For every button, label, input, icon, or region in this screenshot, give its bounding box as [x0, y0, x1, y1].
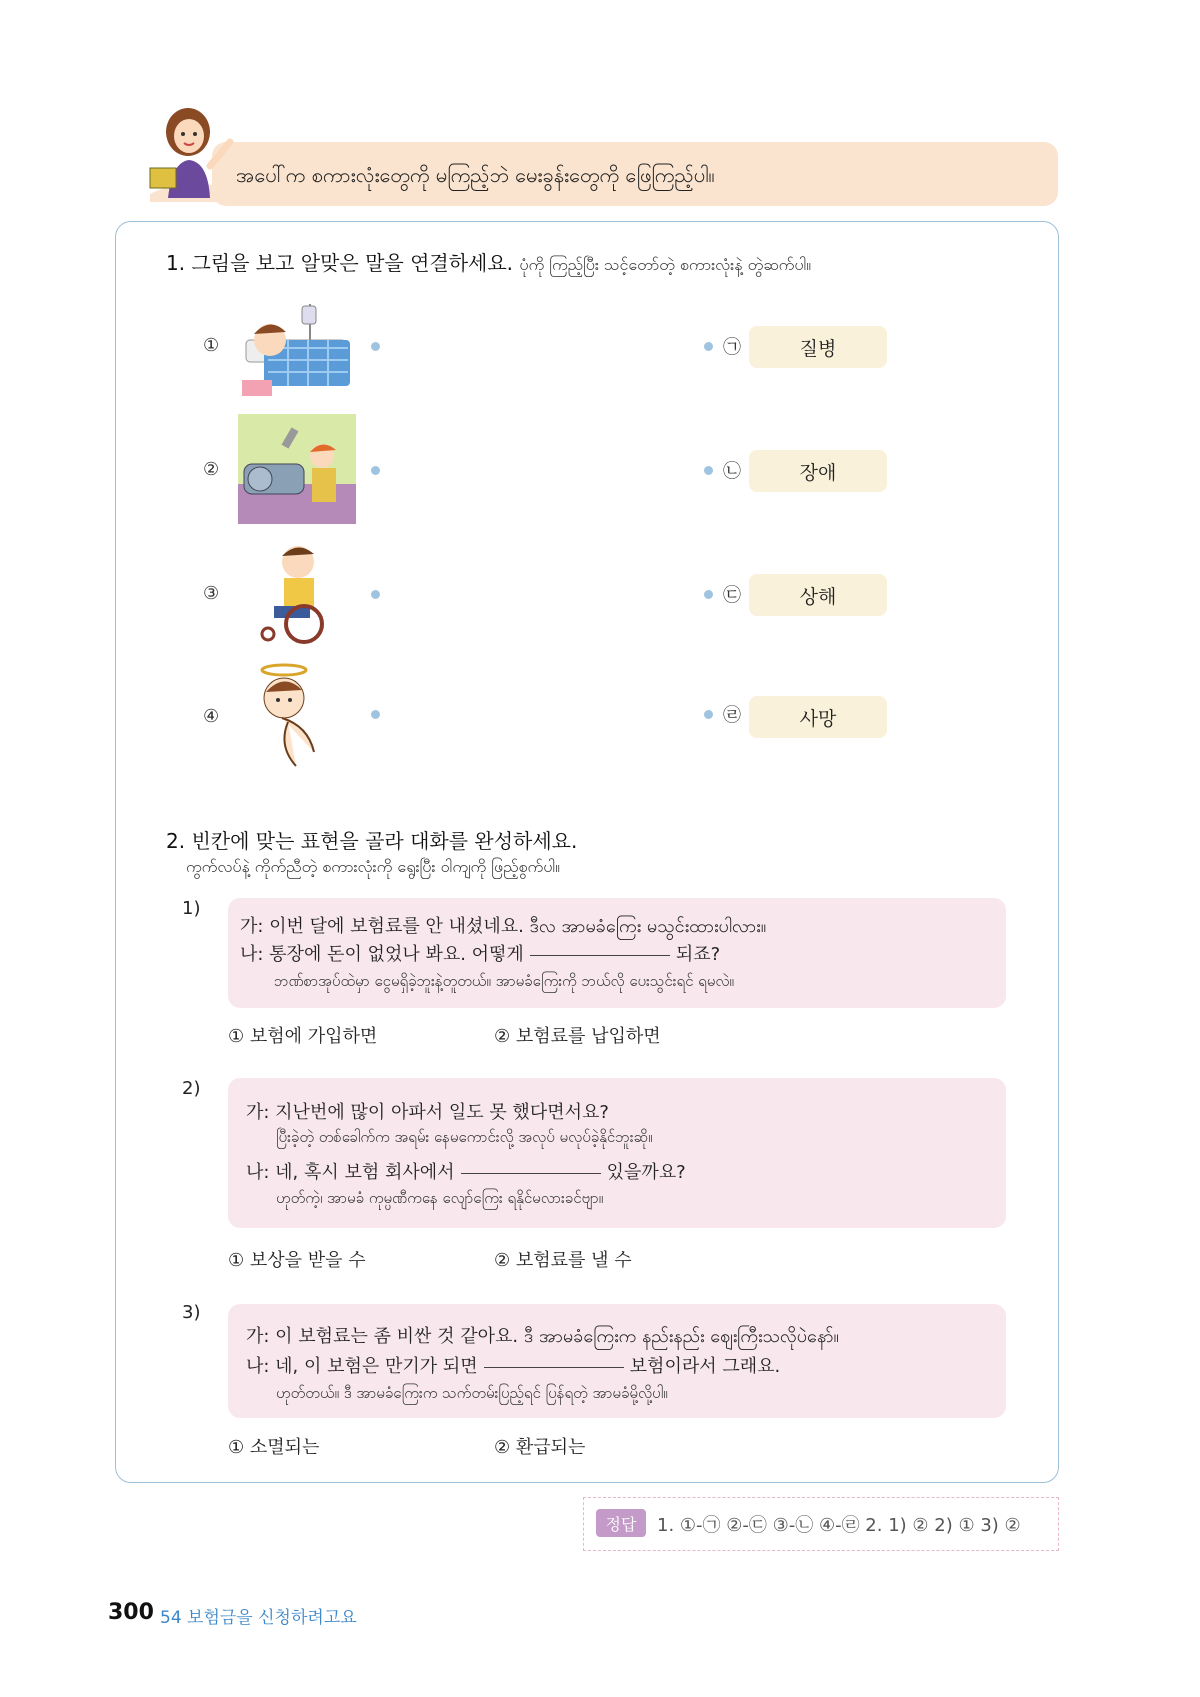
word-label: 상해: [799, 585, 837, 608]
teacher-illustration: [144, 106, 244, 202]
left-item-number: ③: [203, 583, 220, 604]
match-dot-left[interactable]: [371, 466, 380, 475]
question-1-title-mm: ပုံကို ကြည့်ပြီး သင့်တော်တဲ့ စကားလုံးနဲ့ တွဲဆက်ပါ။: [519, 255, 812, 274]
chapter-title: 54 보험금을 신청하려고요: [160, 1608, 357, 1628]
dialogue-translation: ပြီးခဲ့တဲ့ တစ်ခေါက်က အရမ်း နေမကောင်းလို့ အလုပ် မလုပ်ခဲ့နိုင်ဘူးဆို။: [276, 1128, 653, 1146]
dialogue-translation: ဟုတ်တယ်။ ဒီ အာမခံကြေးက သက်တမ်းပြည့်ရင် ပြန်ရတဲ့ အာမခံမို့လို့ပါ။: [276, 1384, 668, 1402]
question-2-subtitle-mm: ကွက်လပ်နဲ့ ကိုက်ညီတဲ့ စကားလုံးကို ရွေးပြီး ဝါကျကို ဖြည့်စွက်ပါ။: [186, 857, 560, 876]
page-number: 300: [108, 1600, 154, 1625]
dialogue-box: [228, 1078, 1006, 1228]
factory-accident-picture: [238, 414, 356, 524]
answer-blank[interactable]: [484, 1367, 624, 1368]
sub-question-number: 2): [182, 1078, 201, 1099]
dialogue-line: 나: 네, 혹시 보험 회사에서 있을까요?: [246, 1162, 686, 1183]
wheelchair-picture: [238, 538, 356, 648]
option-2[interactable]: ② 보험료를 낼 수: [494, 1250, 632, 1271]
question-1-title: 1. 그림을 보고 알맞은 말을 연결하세요. ပုံကို ကြည့်ပြီး သင့်တော်တဲ့ စကားလုံးနဲ့ တွဲဆက်ပါ။: [166, 251, 812, 275]
word-label: 장애: [799, 461, 837, 484]
dialogue-box: [228, 898, 1006, 1008]
option-2[interactable]: ② 보험료를 납입하면: [494, 1026, 661, 1047]
option-1[interactable]: ① 보상을 받을 수: [228, 1250, 366, 1271]
match-dot-right[interactable]: [704, 710, 713, 719]
match-dot-right[interactable]: [704, 590, 713, 599]
dialogue-translation: ဘဏ်စာအုပ်ထဲမှာ ငွေမရှိခဲ့ဘူးနဲ့တူတယ်။ အာမခံကြေးကို ဘယ်လို ပေးသွင်းရင် ရမလဲ။: [274, 972, 734, 990]
left-item-number: ④: [203, 706, 220, 727]
dialogue-line: 가: 이 보험료는 좀 비싼 것 같아요. ဒီ အာမခံကြေးက နည်းနည်း ဈေးကြီးသလိုပဲနော်။: [246, 1326, 839, 1347]
dialogue-line: 가: 이번 달에 보험료를 안 내셨네요. ဒီလ အာမခံကြေး မသွင်းထားပါလား။: [240, 916, 767, 937]
question-2-title: 2. 빈칸에 맞는 표현을 골라 대화를 완성하세요.: [166, 829, 578, 853]
match-dot-left[interactable]: [371, 590, 380, 599]
angel-picture: [238, 662, 356, 772]
word-box: [749, 696, 887, 738]
word-label: 질병: [799, 337, 837, 360]
answer-blank[interactable]: [461, 1173, 601, 1174]
word-label: 사망: [799, 707, 837, 730]
instruction-text: အပေါ်က စကားလုံးတွေကို မကြည့်ဘဲ မေးခွန်းတွေကို ဖြေကြည့်ပါ။: [236, 163, 715, 187]
sub-question-number: 3): [182, 1302, 201, 1323]
word-box: [749, 450, 887, 492]
dialogue-box: [228, 1304, 1006, 1418]
right-item-mark: ㉠: [723, 337, 741, 358]
right-item-mark: ㉡: [723, 461, 741, 482]
dialogue-line: 가: 지난번에 많이 아파서 일도 못 했다면서요?: [246, 1102, 609, 1123]
dialogue-line: 나: 네, 이 보험은 만기가 되면 보험이라서 그래요.: [246, 1356, 781, 1377]
option-1[interactable]: ① 보험에 가입하면: [228, 1026, 378, 1047]
left-item-number: ①: [203, 335, 220, 356]
right-item-mark: ㉣: [723, 705, 741, 726]
match-dot-left[interactable]: [371, 710, 380, 719]
match-dot-right[interactable]: [704, 342, 713, 351]
word-box: [749, 574, 887, 616]
right-item-mark: ㉢: [723, 585, 741, 606]
left-item-number: ②: [203, 459, 220, 480]
match-dot-left[interactable]: [371, 342, 380, 351]
sick-patient-picture: [238, 300, 356, 410]
answer-key-label: 정답: [596, 1509, 646, 1537]
dialogue-line: 나: 통장에 돈이 없었나 봐요. 어떻게 되죠?: [240, 944, 721, 965]
match-dot-right[interactable]: [704, 466, 713, 475]
sub-question-number: 1): [182, 898, 201, 919]
word-box: [749, 326, 887, 368]
answer-key-text: 1. ①-㉠ ②-㉢ ③-㉡ ④-㉣ 2. 1) ② 2) ① 3) ②: [657, 1515, 1021, 1536]
answer-blank[interactable]: [530, 955, 670, 956]
dialogue-translation: ဟုတ်ကဲ့၊ အာမခံ ကုမ္ပဏီကနေ လျော်ကြေး ရနိုင်မလားခင်ဗျာ။: [276, 1189, 604, 1207]
option-1[interactable]: ① 소멸되는: [228, 1437, 320, 1458]
option-2[interactable]: ② 환급되는: [494, 1437, 586, 1458]
